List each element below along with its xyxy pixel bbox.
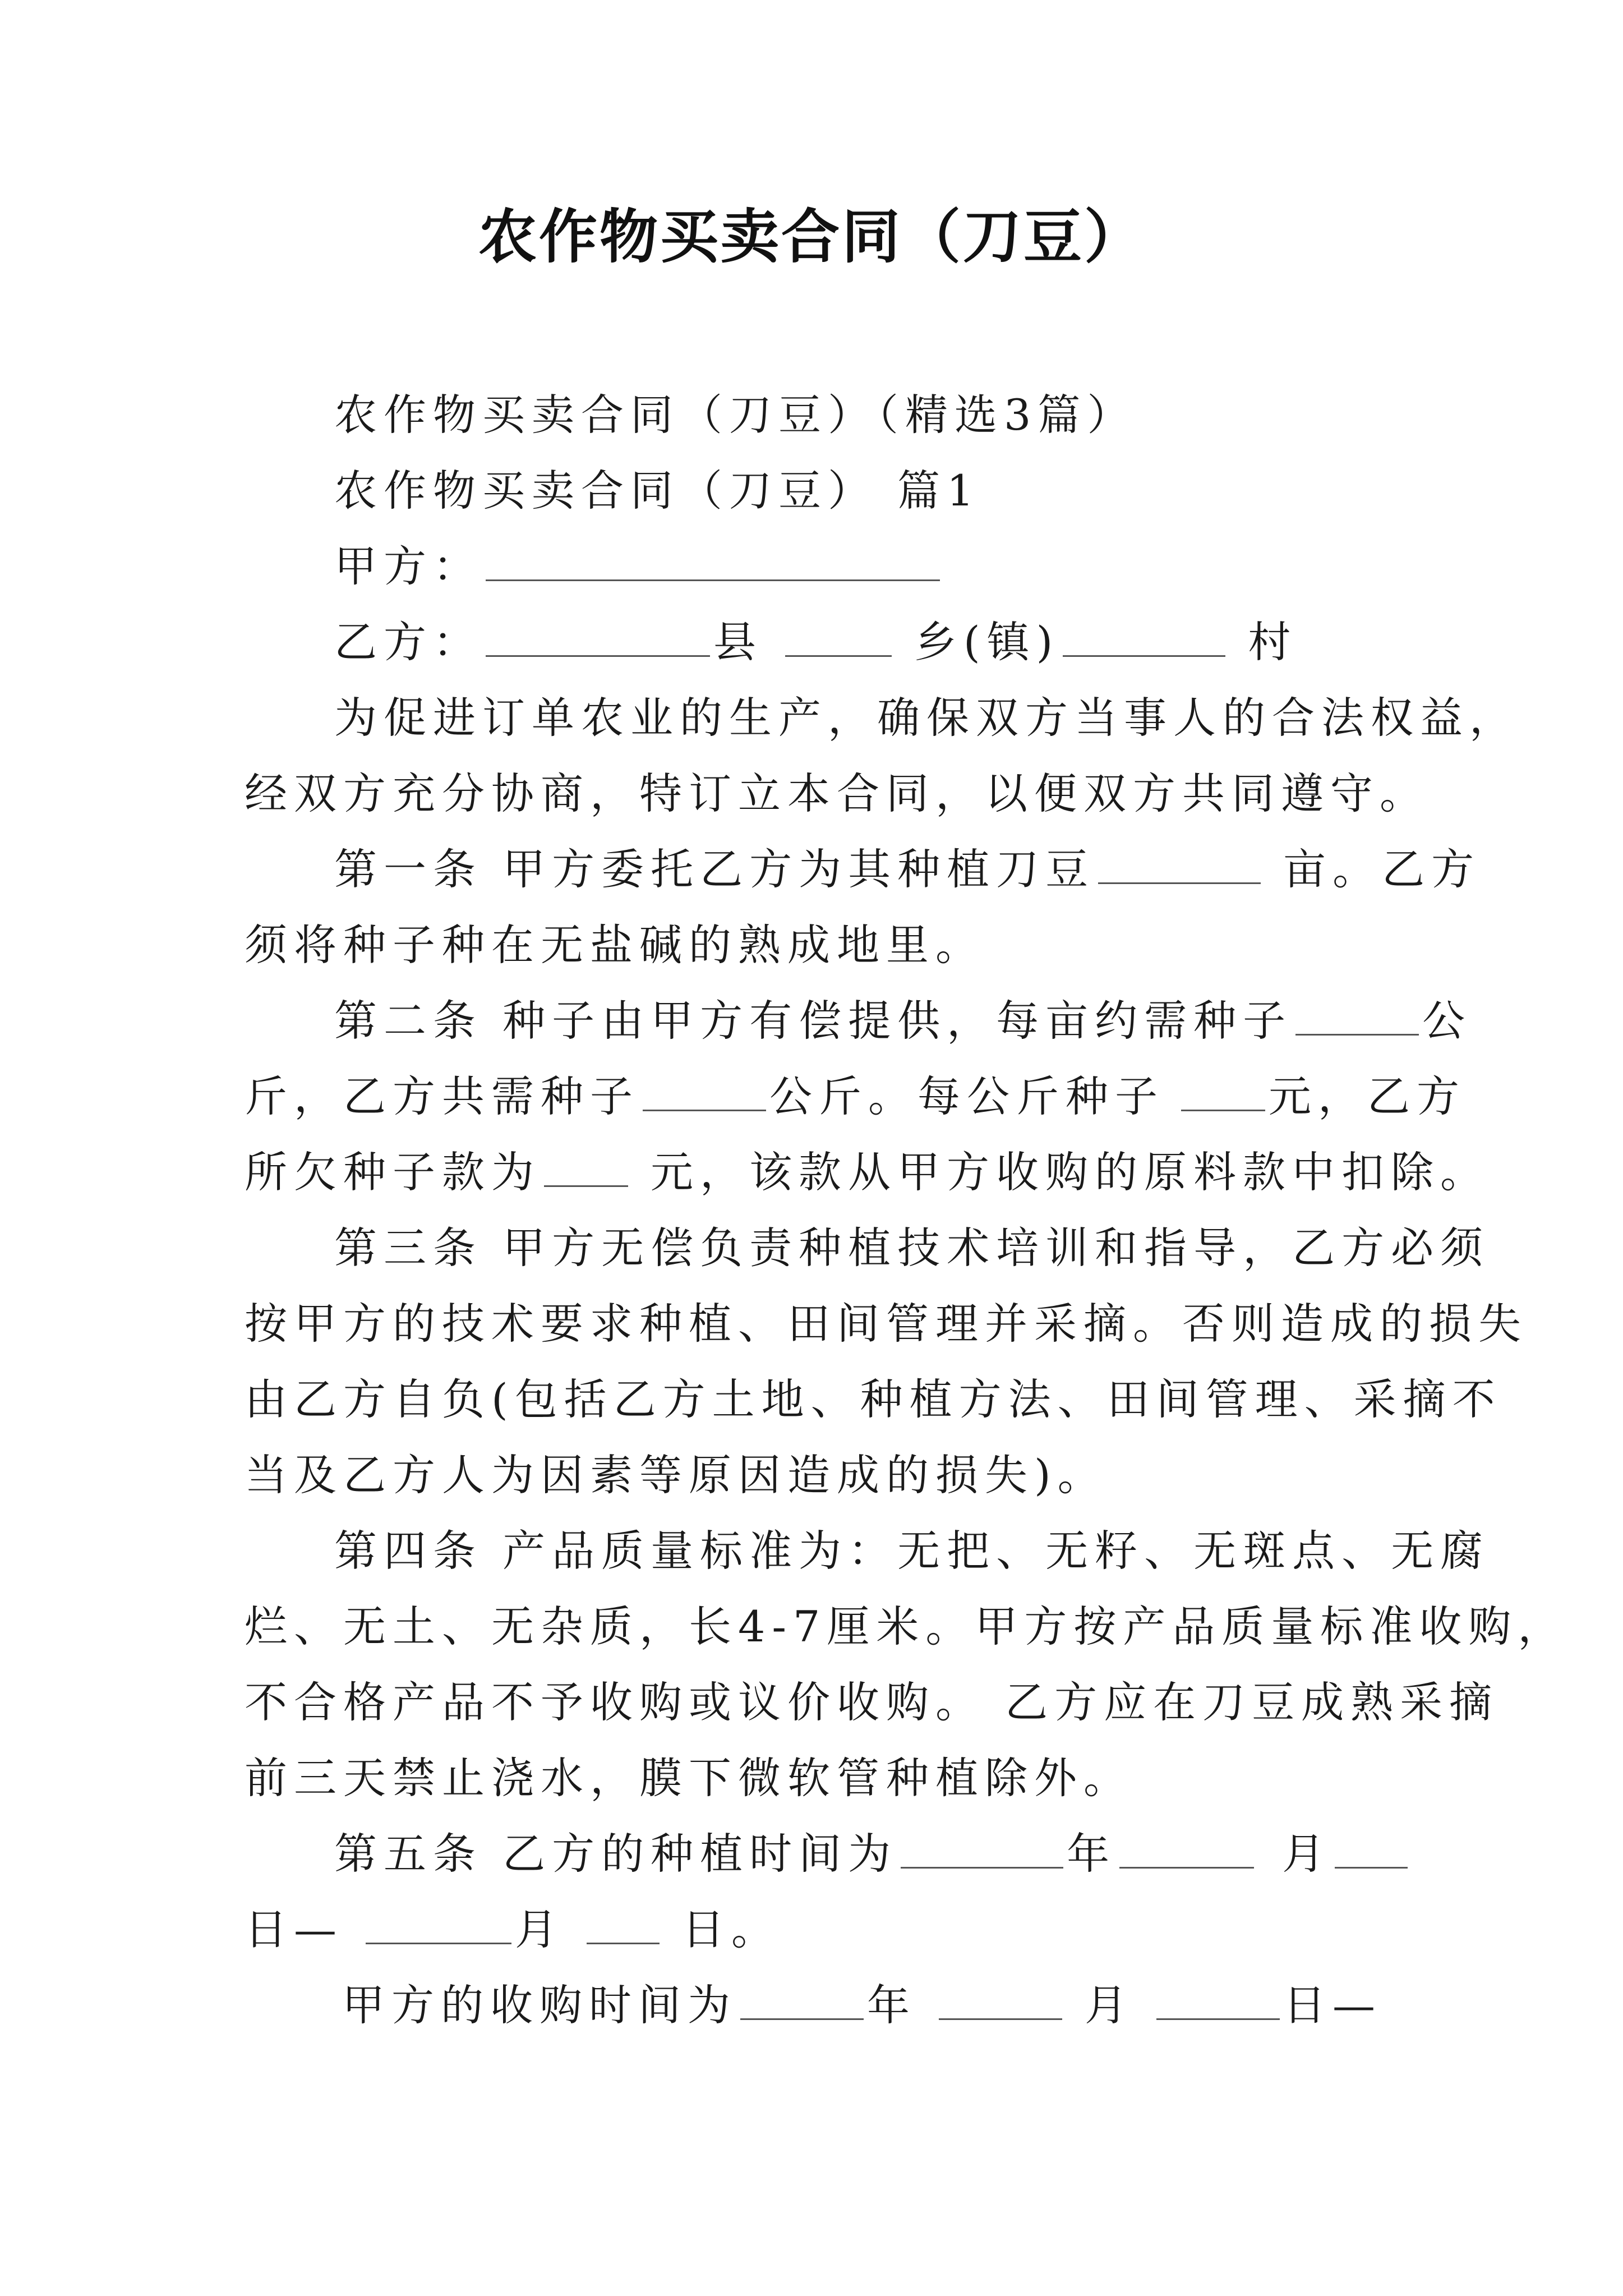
party-a-label: 甲方： [334,541,482,591]
article2-line3-a: 所欠种子款为 [245,1147,541,1197]
document-title: 农作物买卖合同（刀豆） [478,202,1145,271]
village-label: 村 [1248,617,1298,667]
purchase-year-label: 年 [867,1980,916,2030]
intro-line-2: 经双方充分协商，特订立本合同，以便双方共同遵守。 [245,769,1429,818]
seed-total-blank [643,1070,766,1111]
party-a-blank [486,540,940,581]
plant-month-label: 月 [1282,1829,1332,1879]
seed-debt-blank [544,1146,628,1187]
article3-line-1: 第三条 甲方无偿负责种植技术培训和指导，乙方必须 [334,1223,1490,1273]
end-month-label: 月 [515,1904,564,1954]
town-blank [785,616,892,657]
section-heading: 农作物买卖合同（刀豆） 篇1 [334,466,981,516]
purchase-day-blank [1156,1979,1280,2020]
end-day-blank [587,1903,660,1944]
article5-line-1 [334,1826,1411,1882]
plant-day-blank [1335,1828,1408,1869]
article2-text: 第二条 种子由甲方有偿提供，每亩约需种子 [334,996,1293,1046]
plant-day-dash: 日— [245,1904,343,1954]
plant-year-label: 年 [1067,1829,1117,1879]
county-label: 县 [713,617,763,667]
article3-line-3: 由乙方自负(包括乙方土地、种植方法、田间管理、采摘不 [245,1374,1502,1424]
party-a-line [334,539,943,595]
seed-price-blank [1181,1070,1265,1111]
county-blank [486,616,710,657]
article4-line-3: 不合格产品不予收购或议价收购。 乙方应在刀豆成熟采摘 [245,1677,1499,1727]
plant-year-blank [901,1828,1063,1869]
article2-line-3 [245,1144,1490,1200]
purchase-time-text: 甲方的收购时间为 [342,1980,737,2030]
article4-line-2: 烂、无土、无杂质，长4-7厘米。甲方按产品质量标准收购， [245,1602,1567,1651]
seed-per-mu-blank [1295,995,1419,1036]
article3-line-4: 当及乙方人为因素等原因造成的损失)。 [245,1450,1107,1500]
article4-line-4: 前三天禁止浇水，膜下微软管种植除外。 [245,1753,1133,1803]
town-label: 乡(镇) [914,617,1060,667]
document-subtitle: 农作物买卖合同（刀豆）（精选3篇） [334,390,1137,440]
article5-text: 第五条 乙方的种植时间为 [334,1829,898,1879]
article4-line-1: 第四条 产品质量标准为：无把、无籽、无斑点、无腐 [334,1526,1490,1576]
village-blank [1063,616,1225,657]
article1-text-end: 亩。乙方 [1283,844,1481,894]
purchase-year-blank [740,1979,864,2020]
article1-line-1 [334,841,1481,898]
end-month-blank [366,1903,511,1944]
party-b-line [334,614,1297,670]
article2-line2-c: 元，乙方 [1269,1071,1466,1121]
article1-line-2: 须将种子种在无盐碱的熟成地里。 [245,920,985,970]
end-day-label: 日。 [682,1904,781,1954]
article1-text: 第一条 甲方委托乙方为其种植刀豆 [334,844,1095,894]
article5-line-2 [245,1902,781,1958]
article2-unit: 公 [1422,996,1472,1046]
article2-line3-b: 元，该款从甲方收购的原料款中扣除。 [651,1147,1490,1197]
purchase-month-blank [939,1979,1062,2020]
party-b-label: 乙方： [334,617,482,667]
article2-line2-b: 公斤。每公斤种子 [769,1071,1164,1121]
article3-line-2: 按甲方的技术要求种植、田间管理并采摘。否则造成的损失 [245,1299,1528,1349]
article2-line2-a: 斤，乙方共需种子 [245,1071,639,1121]
purchase-day-dash: 日— [1283,1980,1382,2030]
article2-line-2 [245,1069,1466,1125]
acreage-blank [1098,843,1261,884]
plant-month-blank [1119,1828,1254,1869]
article2-line-1 [334,993,1472,1049]
intro-line-1: 为促进订单农业的生产，确保双方当事人的合法权益， [334,693,1519,743]
purchase-time-line [342,1977,1382,2033]
purchase-month-label: 月 [1085,1980,1134,2030]
